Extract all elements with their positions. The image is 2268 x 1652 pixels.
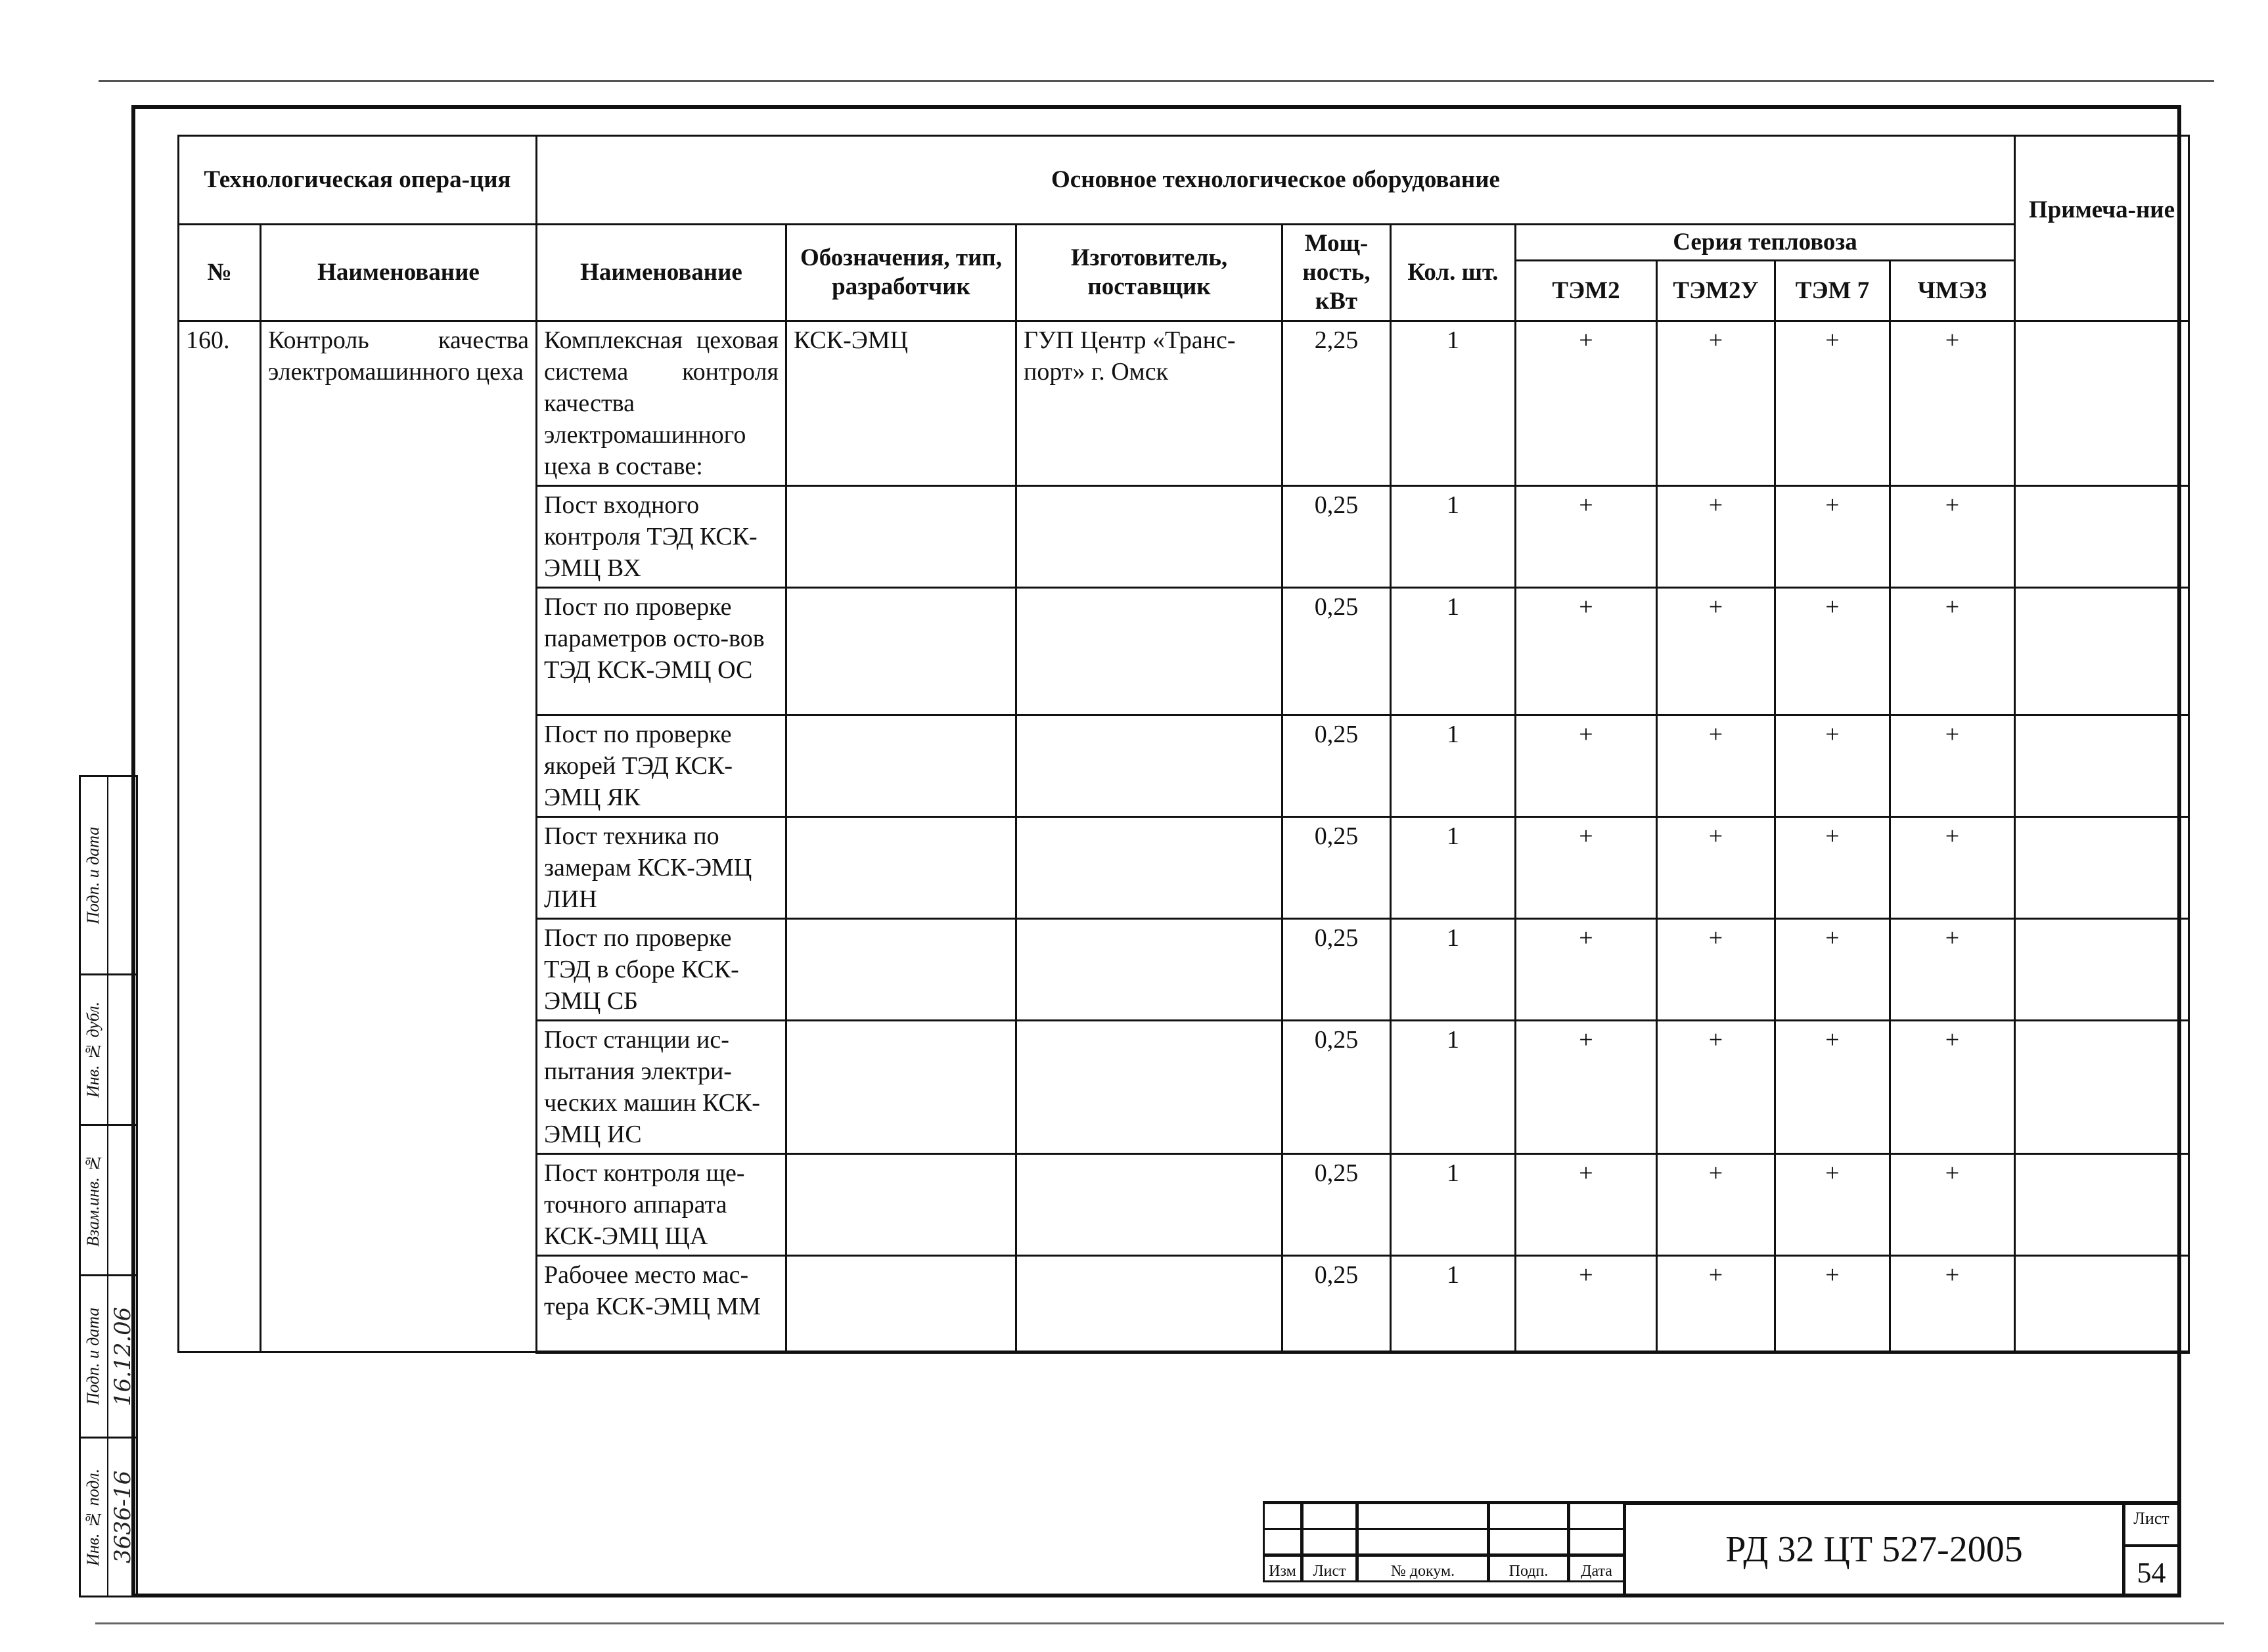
power: 2,25: [1282, 321, 1391, 486]
qty: 1: [1391, 1154, 1516, 1256]
series-tem7-mark: +: [1775, 321, 1890, 486]
header-series-tem2: ТЭМ2: [1516, 261, 1657, 321]
manufacturer: [1016, 715, 1282, 817]
equipment-name: Пост по проверке якорей ТЭД КСК-ЭМЦ ЯК: [537, 715, 786, 817]
note: [2015, 715, 2189, 817]
series-tem2u-mark: +: [1657, 919, 1775, 1021]
series-chme3-mark: +: [1890, 715, 2015, 817]
note: [2015, 817, 2189, 919]
qty: 1: [1391, 919, 1516, 1021]
designation: [786, 1154, 1016, 1256]
col-label-doc-number: № докум.: [1357, 1555, 1489, 1582]
series-tem2-mark: +: [1516, 715, 1657, 817]
header-equipment-name: Наименование: [537, 225, 786, 321]
col-label-change: Изм: [1264, 1555, 1302, 1582]
sheet-number: 54: [2137, 1556, 2166, 1589]
series-tem2-mark: +: [1516, 1021, 1657, 1154]
document-code-cell: [1623, 1501, 2122, 1594]
handwritten-date: 16.12.06: [110, 1306, 136, 1406]
series-tem7-mark: +: [1775, 1021, 1890, 1154]
equipment-name: Пост техника по замерам КСК-ЭМЦ ЛИН: [537, 817, 786, 919]
side-label: Подп. и дата: [83, 777, 108, 973]
header-series-tem2u: ТЭМ2У: [1657, 261, 1775, 321]
col-label-signature: Подп.: [1489, 1555, 1569, 1582]
series-tem7-mark: +: [1775, 715, 1890, 817]
equipment-name: Пост по проверке параметров осто-вов ТЭД КСК-ЭМЦ ОС: [537, 588, 786, 715]
power: 0,25: [1282, 1021, 1391, 1154]
note: [2015, 1154, 2189, 1256]
sheet-divider: [2125, 1544, 2177, 1547]
designation: [786, 1021, 1016, 1154]
header-series-chme3: ЧМЭ3: [1890, 261, 2015, 321]
operation-num: 160.: [179, 321, 261, 1352]
series-tem2-mark: +: [1516, 919, 1657, 1021]
series-tem2u-mark: +: [1657, 588, 1775, 715]
side-cell-dup-inv: [79, 973, 138, 1126]
title-block-grid: [1263, 1501, 1625, 1582]
power: 0,25: [1282, 1154, 1391, 1256]
equipment-name: Пост станции ис-пытания электри-ческих машин КСК-ЭМЦ ИС: [537, 1021, 786, 1154]
qty: 1: [1391, 321, 1516, 486]
equipment-table: [177, 135, 2190, 1354]
qty: 1: [1391, 1256, 1516, 1352]
manufacturer: [1016, 1154, 1282, 1256]
series-chme3-mark: +: [1890, 817, 2015, 919]
series-tem2u-mark: +: [1657, 715, 1775, 817]
power: 0,25: [1282, 1256, 1391, 1352]
designation: [786, 1256, 1016, 1352]
series-tem2-mark: +: [1516, 588, 1657, 715]
series-tem2-mark: +: [1516, 321, 1657, 486]
header-qty: Кол. шт.: [1391, 225, 1516, 321]
qty: 1: [1391, 817, 1516, 919]
note: [2015, 919, 2189, 1021]
side-cell-replace-inv: [79, 1124, 138, 1276]
document-code: РД 32 ЦТ 527-2005: [1725, 1529, 2023, 1570]
series-tem2-mark: +: [1516, 817, 1657, 919]
designation: [786, 715, 1016, 817]
side-label: Подп. и дата: [83, 1276, 108, 1437]
side-cell-orig-inv: [79, 1437, 138, 1597]
series-chme3-mark: +: [1890, 919, 2015, 1021]
equipment-name: Комплексная цеховая система контроля качества электромашинного цеха в составе:: [537, 321, 786, 486]
series-tem2u-mark: +: [1657, 817, 1775, 919]
col-label-sheet: Лист: [1302, 1555, 1357, 1582]
designation: [786, 817, 1016, 919]
series-chme3-mark: +: [1890, 486, 2015, 588]
side-cell-sign-date-2: [79, 1274, 138, 1439]
series-tem2u-mark: +: [1657, 1021, 1775, 1154]
header-num: №: [179, 225, 261, 321]
table-row: [179, 321, 2189, 486]
equipment-name: Рабочее место мас-тера КСК-ЭМЦ ММ: [537, 1256, 786, 1352]
note: [2015, 1256, 2189, 1352]
series-tem2-mark: +: [1516, 486, 1657, 588]
series-tem2-mark: +: [1516, 1154, 1657, 1256]
header-series-group: Серия тепловоза: [1516, 225, 2015, 261]
header-operation-name: Наименование: [261, 225, 537, 321]
manufacturer: [1016, 919, 1282, 1021]
operation-name: Контроль качества электромашинного цеха: [261, 321, 537, 1352]
note: [2015, 588, 2189, 715]
series-tem2u-mark: +: [1657, 1256, 1775, 1352]
series-chme3-mark: +: [1890, 1154, 2015, 1256]
equipment-name: Пост по проверке ТЭД в сборе КСК-ЭМЦ СБ: [537, 919, 786, 1021]
power: 0,25: [1282, 919, 1391, 1021]
side-approval-stamp: [79, 775, 139, 1597]
series-chme3-mark: +: [1890, 321, 2015, 486]
power: 0,25: [1282, 715, 1391, 817]
power: 0,25: [1282, 817, 1391, 919]
header-note: Примеча-ние: [2015, 136, 2189, 321]
series-tem7-mark: +: [1775, 486, 1890, 588]
side-cell-sign-date-1: [79, 775, 138, 975]
series-tem2u-mark: +: [1657, 321, 1775, 486]
handwritten-inv-number: 3636-16: [110, 1470, 136, 1564]
qty: 1: [1391, 715, 1516, 817]
designation: [786, 486, 1016, 588]
qty: 1: [1391, 1021, 1516, 1154]
sheet-number-cell: [2122, 1501, 2177, 1594]
note: [2015, 486, 2189, 588]
header-series-tem7: ТЭМ 7: [1775, 261, 1890, 321]
manufacturer: [1016, 1021, 1282, 1154]
series-chme3-mark: +: [1890, 588, 2015, 715]
series-tem7-mark: +: [1775, 588, 1890, 715]
page-edge-bottom: [95, 1622, 2224, 1624]
header-designation: Обозначения, тип, разработчик: [786, 225, 1016, 321]
series-tem7-mark: +: [1775, 919, 1890, 1021]
side-label: Взам.инв. №: [83, 1126, 108, 1274]
equipment-name: Пост контроля ще-точного аппарата КСК-ЭМЦ ЩА: [537, 1154, 786, 1256]
page-edge-top: [99, 80, 2214, 82]
manufacturer: ГУП Центр «Транс-порт» г. Омск: [1016, 321, 1282, 486]
qty: 1: [1391, 486, 1516, 588]
note: [2015, 321, 2189, 486]
series-chme3-mark: +: [1890, 1021, 2015, 1154]
designation: [786, 919, 1016, 1021]
series-tem7-mark: +: [1775, 1154, 1890, 1256]
equipment-name: Пост входного контроля ТЭД КСК-ЭМЦ ВХ: [537, 486, 786, 588]
designation: [786, 588, 1016, 715]
header-operation-group: Технологическая опера-ция: [179, 136, 537, 225]
manufacturer: [1016, 486, 1282, 588]
series-tem2-mark: +: [1516, 1256, 1657, 1352]
manufacturer: [1016, 588, 1282, 715]
series-chme3-mark: +: [1890, 1256, 2015, 1352]
qty: 1: [1391, 588, 1516, 715]
series-tem2u-mark: +: [1657, 486, 1775, 588]
designation: КСК-ЭМЦ: [786, 321, 1016, 486]
manufacturer: [1016, 1256, 1282, 1352]
header-power: Мощ-ность, кВт: [1282, 225, 1391, 321]
header-equipment-group: Основное технологическое оборудование: [537, 136, 2015, 225]
power: 0,25: [1282, 588, 1391, 715]
side-label: Инв. № дубл.: [83, 975, 108, 1124]
side-label: Инв. № подл.: [83, 1439, 108, 1596]
col-label-date: Дата: [1569, 1555, 1624, 1582]
series-tem7-mark: +: [1775, 817, 1890, 919]
manufacturer: [1016, 817, 1282, 919]
series-tem7-mark: +: [1775, 1256, 1890, 1352]
power: 0,25: [1282, 486, 1391, 588]
note: [2015, 1021, 2189, 1154]
series-tem2u-mark: +: [1657, 1154, 1775, 1256]
sheet-label: Лист: [2133, 1509, 2169, 1528]
header-manufacturer: Изготовитель, поставщик: [1016, 225, 1282, 321]
